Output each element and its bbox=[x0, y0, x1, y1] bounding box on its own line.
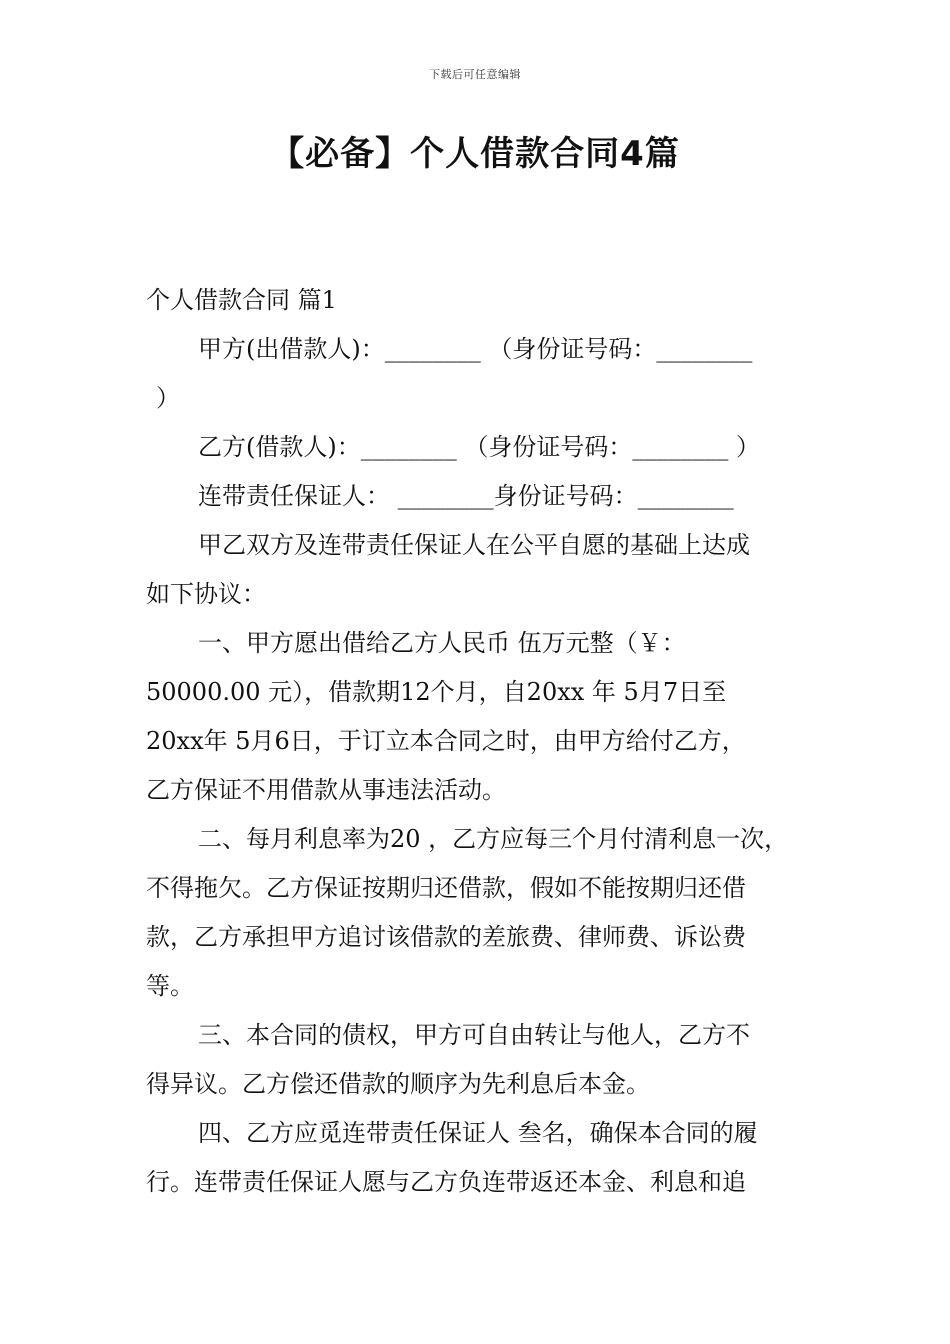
clause-1-line-1: 一、甲方愿出借给乙方人民币 伍万元整（￥： bbox=[198, 629, 686, 657]
clause-2-line-2: 不得拖欠。乙方保证按期归还借款，假如不能按期归还借 bbox=[146, 874, 746, 902]
clause-3-line-2: 得异议。乙方偿还借款的顺序为先利息后本金。 bbox=[146, 1070, 650, 1098]
clause-1-line-2: 50000.00 元），借款期12个月，自20xx 年 5月7日至 bbox=[146, 678, 727, 706]
clause-2-line-1: 二、每月利息率为20 ，乙方应每三个月付清利息一次， bbox=[198, 825, 789, 853]
party-a-line: 甲方(出借款人)：________ （身份证号码：________ bbox=[198, 335, 753, 363]
agreement-intro-continued: 如下协议： bbox=[146, 580, 266, 608]
document-body bbox=[146, 276, 810, 1207]
clause-4-line-2: 行。连带责任保证人愿与乙方负连带返还本金、利息和追 bbox=[146, 1168, 746, 1196]
agreement-intro: 甲乙双方及连带责任保证人在公平自愿的基础上达成 bbox=[198, 531, 750, 559]
clause-3-line-1: 三、本合同的债权，甲方可自由转让与他人，乙方不 bbox=[198, 1021, 750, 1049]
clause-1-line-4: 乙方保证不用借款从事违法活动。 bbox=[146, 776, 506, 804]
section-heading: 个人借款合同 篇1 bbox=[146, 286, 337, 314]
clause-2-line-3: 款，乙方承担甲方追讨该借款的差旅费、律师费、诉讼费 bbox=[146, 923, 746, 951]
clause-4-line-1: 四、乙方应觅连带责任保证人 叁名，确保本合同的履 bbox=[198, 1119, 758, 1147]
clause-1-line-3: 20xx年 5月6日，于订立本合同之时，由甲方给付乙方， bbox=[146, 727, 746, 755]
party-a-line-continued: ） bbox=[156, 384, 180, 412]
header-note: 下载后可任意编辑 bbox=[429, 68, 521, 81]
guarantor-line: 连带责任保证人： ________身份证号码：________ bbox=[198, 482, 734, 510]
party-b-line: 乙方(借款人)：________ （身份证号码：________ ） bbox=[198, 433, 760, 461]
clause-2-line-4: 等。 bbox=[146, 972, 194, 1000]
document-title: 【必备】个人借款合同4篇 bbox=[270, 134, 680, 174]
